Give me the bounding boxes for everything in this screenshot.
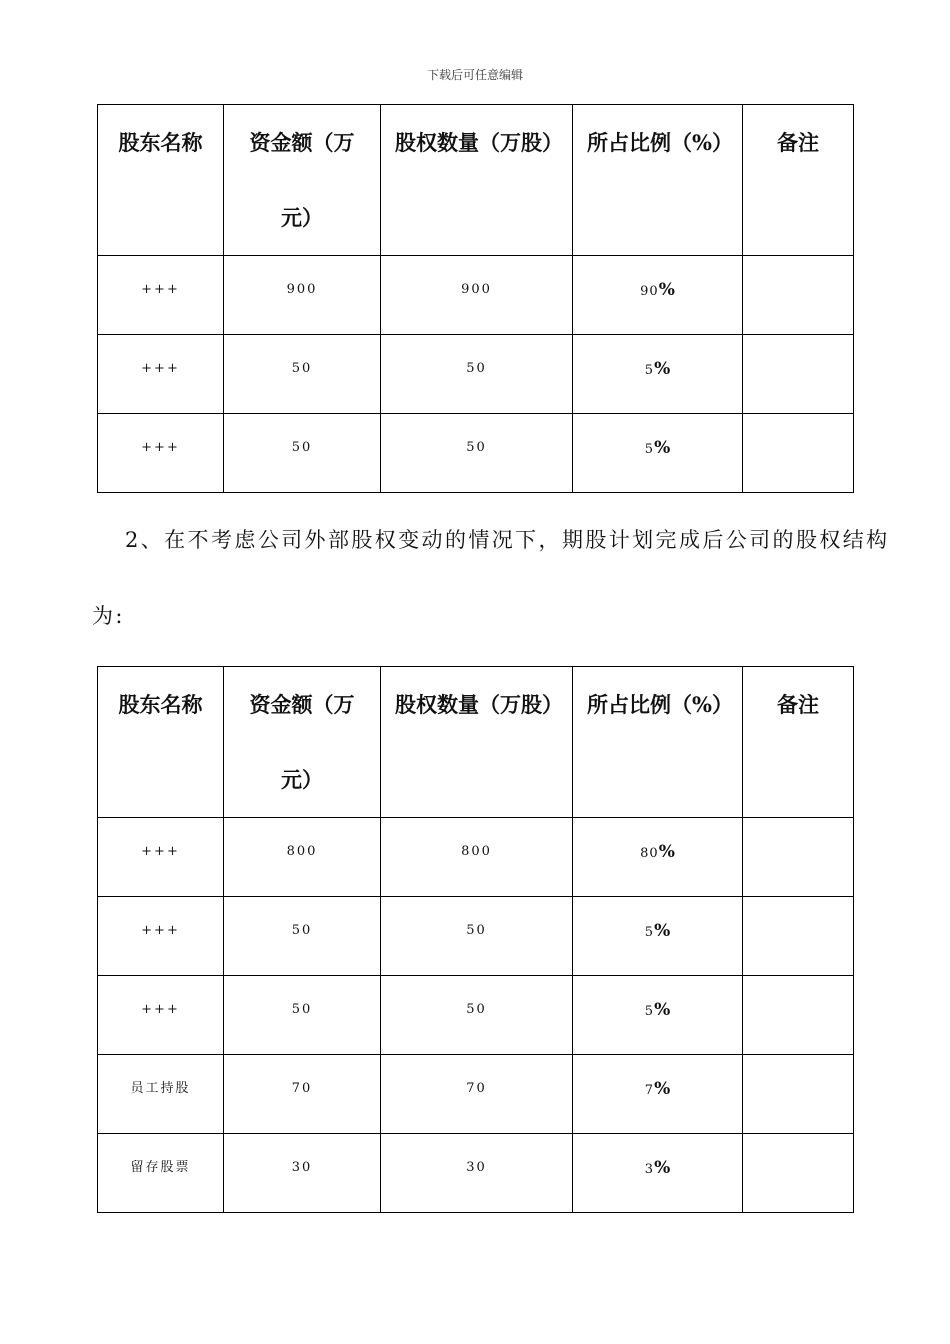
cell-shares: 50 [381,335,573,414]
cell-ratio: 5% [573,976,743,1055]
cell-capital: 50 [224,976,381,1055]
cell-shares: 50 [381,976,573,1055]
header-capital-amount: 资金额（万元） [224,667,381,818]
cell-shares: 50 [381,414,573,493]
table-row [98,414,854,493]
table-row [98,1055,854,1134]
header-remarks: 备注 [743,105,854,256]
table-row [98,335,854,414]
cell-capital: 800 [224,818,381,897]
cell-ratio: 3% [573,1134,743,1213]
body-paragraph-line: 为: [92,604,125,628]
page-header-watermark: 下载后可任意编辑 [426,68,523,82]
cell-remarks [743,897,854,976]
body-paragraph-line: 2、在不考虑公司外部股权变动的情况下，期股计划完成后公司的股权结构 [125,528,890,552]
cell-remarks [743,335,854,414]
header-shareholder-name: 股东名称 [98,105,224,256]
header-share-quantity: 股权数量（万股） [381,667,573,818]
cell-shareholder-name: 留存股票 [98,1134,224,1213]
cell-capital: 900 [224,256,381,335]
cell-shares: 50 [381,897,573,976]
cell-shareholder-name: +++ [98,335,224,414]
cell-shareholder-name: 员工持股 [98,1055,224,1134]
cell-ratio: 80% [573,818,743,897]
cell-remarks [743,976,854,1055]
cell-shares: 70 [381,1055,573,1134]
cell-shareholder-name: +++ [98,976,224,1055]
header-capital-amount: 资金额（万元） [224,105,381,256]
cell-capital: 70 [224,1055,381,1134]
header-ratio: 所占比例（%） [573,667,743,818]
cell-capital: 50 [224,335,381,414]
table-header-row [98,667,854,818]
cell-shares: 800 [381,818,573,897]
cell-shareholder-name: +++ [98,897,224,976]
cell-remarks [743,256,854,335]
header-remarks: 备注 [743,667,854,818]
table-row [98,256,854,335]
table-row [98,1134,854,1213]
header-shareholder-name: 股东名称 [98,667,224,818]
cell-remarks [743,414,854,493]
cell-ratio: 7% [573,1055,743,1134]
cell-remarks [743,1134,854,1213]
cell-ratio: 90% [573,256,743,335]
cell-shares: 30 [381,1134,573,1213]
table-row [98,897,854,976]
table-row [98,976,854,1055]
cell-shareholder-name: +++ [98,256,224,335]
cell-capital: 50 [224,897,381,976]
cell-capital: 50 [224,414,381,493]
cell-ratio: 5% [573,897,743,976]
cell-capital: 30 [224,1134,381,1213]
header-ratio: 所占比例（%） [573,105,743,256]
cell-remarks [743,818,854,897]
table-header-row [98,105,854,256]
cell-shareholder-name: +++ [98,414,224,493]
equity-table-current [97,104,854,493]
cell-ratio: 5% [573,335,743,414]
cell-shareholder-name: +++ [98,818,224,897]
cell-remarks [743,1055,854,1134]
cell-shares: 900 [381,256,573,335]
equity-table-after-plan [97,666,854,1213]
header-share-quantity: 股权数量（万股） [381,105,573,256]
table-row [98,818,854,897]
cell-ratio: 5% [573,414,743,493]
